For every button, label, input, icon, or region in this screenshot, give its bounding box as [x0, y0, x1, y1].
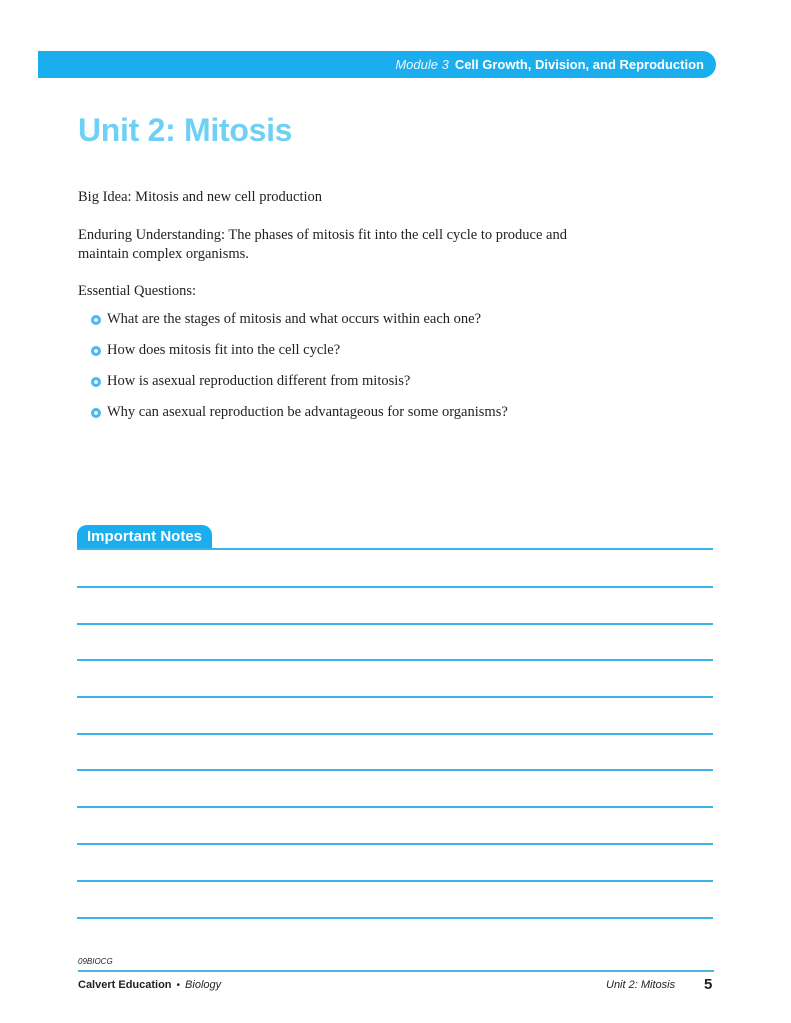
footer-divider [78, 970, 714, 972]
module-label: Module 3 [395, 57, 449, 72]
note-line [77, 733, 713, 735]
note-line [77, 806, 713, 808]
note-line [77, 586, 713, 588]
subject-name: Biology [185, 979, 222, 991]
big-idea: Big Idea: Mitosis and new cell production [78, 189, 323, 205]
note-line [77, 623, 713, 625]
note-line [77, 696, 713, 698]
bullet-circle-icon [91, 315, 101, 325]
important-notes-tab: Important Notes [77, 525, 212, 549]
question-text: What are the stages of mitosis and what occurs within each one? [107, 311, 482, 327]
question-text: Why can asexual reproduction be advantageous for some organisms? [107, 404, 508, 420]
question-item [91, 310, 508, 329]
footer-publisher-info [78, 979, 221, 991]
essential-questions-list [91, 310, 508, 434]
question-text: How is asexual reproduction different from mitosis? [107, 373, 411, 389]
note-line [77, 548, 713, 550]
question-item [91, 403, 508, 422]
module-title: Cell Growth, Division, and Reproduction [454, 57, 704, 72]
bullet-circle-icon [91, 377, 101, 387]
bullet-circle-icon [91, 408, 101, 418]
note-line [77, 880, 713, 882]
note-line [77, 917, 713, 919]
publisher-name: Calvert Education [78, 979, 172, 991]
footer-unit-label: Unit 2: Mitosis [606, 979, 676, 991]
question-item [91, 341, 508, 360]
page-number: 5 [704, 976, 713, 993]
note-line [77, 659, 713, 661]
course-code: 09BIOCG [78, 957, 113, 966]
note-line [77, 769, 713, 771]
bullet-circle-icon [91, 346, 101, 356]
question-text: How does mitosis fit into the cell cycle? [107, 342, 341, 358]
essential-questions-heading: Essential Questions: [78, 283, 197, 299]
module-header-bar [38, 51, 716, 78]
unit-title: Unit 2: Mitosis [78, 112, 293, 148]
separator-dot: • [176, 980, 181, 991]
question-item [91, 372, 508, 391]
note-line [77, 843, 713, 845]
enduring-understanding: Enduring Understanding: The phases of mitosis fit into the cell cycle to produce and maintain complex organisms. [78, 227, 567, 262]
